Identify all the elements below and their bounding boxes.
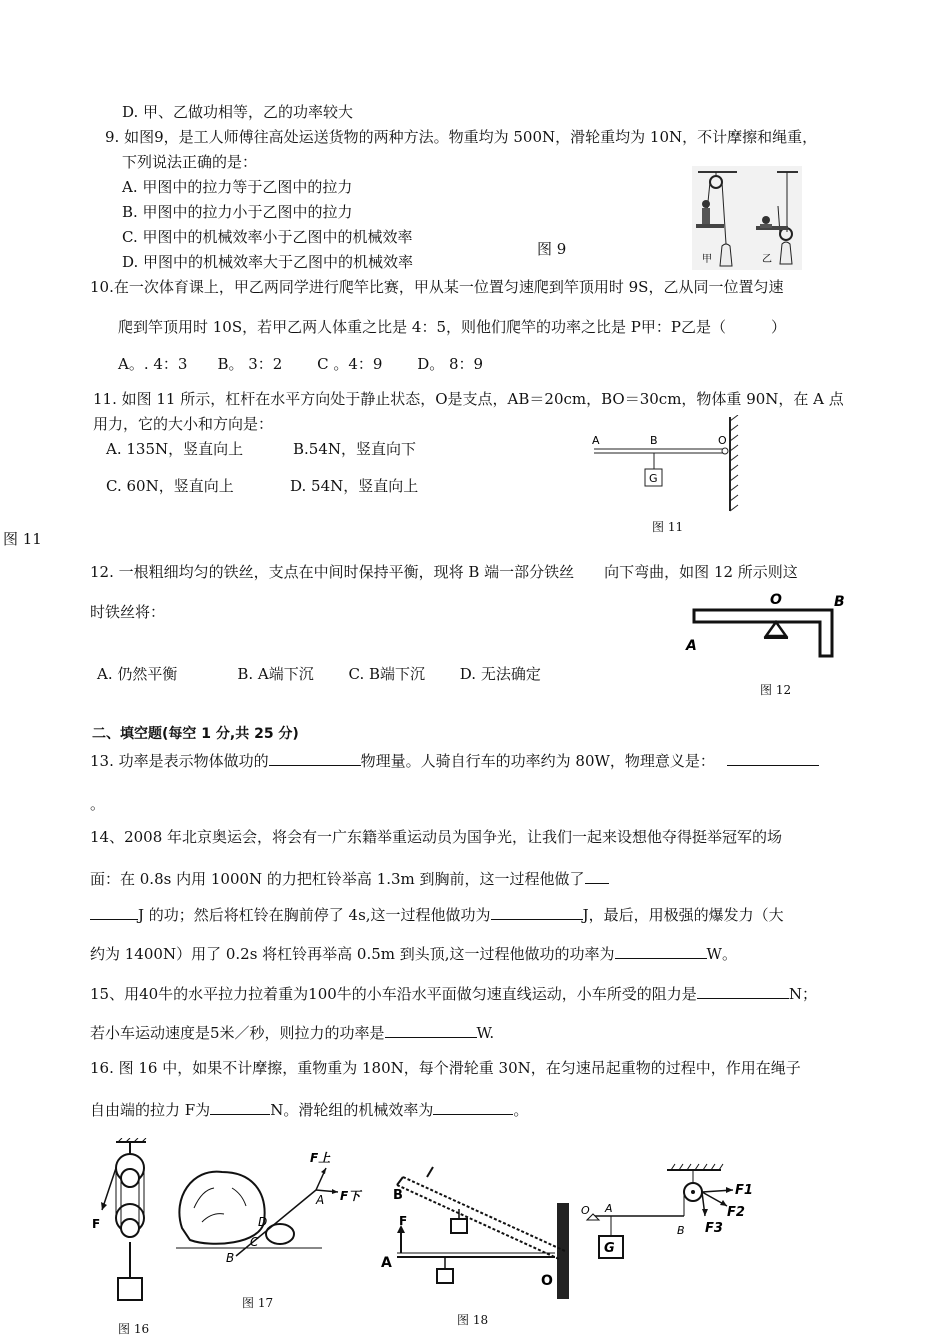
q11-stem-line1: 11. 如图 11 所示，杠杆在水平方向处于静止状态，O是支点，AB＝20cm，BO＝30cm，物体重 90N，在 A 点 <box>93 390 844 408</box>
q14-line4b: W。 <box>706 945 737 963</box>
figure-17-label-c: C <box>250 1235 259 1249</box>
figure-17-label-d: D <box>258 1215 268 1229</box>
figure-18-caption: 图 18 <box>457 1313 489 1327</box>
q9-option-c: C. 甲图中的机械效率小于乙图中的机械效率 <box>122 228 413 246</box>
figure-16-caption: 图 16 <box>118 1322 150 1336</box>
q9-option-d: D. 甲图中的机械效率大于乙图中的机械效率 <box>122 253 414 271</box>
q15-line1b: N； <box>788 985 817 1003</box>
q14-line2 <box>90 869 609 888</box>
figure-18-label-a: A <box>381 1255 392 1271</box>
figure-19-lever-pulley <box>575 1162 775 1282</box>
figure-11-lever <box>588 415 748 513</box>
q8-option-d: D. 甲、乙做功相等，乙的功率较大 <box>122 103 354 121</box>
q16-line2b: N。滑轮组的机械效率为 <box>270 1101 434 1119</box>
q14-blank-1a[interactable] <box>585 869 609 884</box>
q10-options: A。. 4：3 B。 3：2 C 。4：9 D。 8：9 <box>118 355 484 373</box>
section-2-title: 二、填空题(每空 1 分,共 25 分) <box>92 726 299 742</box>
q16-blank-2[interactable] <box>433 1100 513 1115</box>
figure-12-label-o: O <box>770 592 782 608</box>
q14-line1: 14、2008 年北京奥运会，将会有一广东籍举重运动员为国争光，让我们一起来设想他夺得挺举冠军的场 <box>90 828 783 846</box>
q13-stem: 13. 功率是表示物体做功的 <box>90 752 269 770</box>
q9-stem-line2: 下列说法正确的是： <box>122 153 258 171</box>
q11-stray-caption: 图 11 <box>3 530 42 548</box>
q16-line1: 16. 图 16 中，如果不计摩擦，重物重为 180N，每个滑轮重 30N，在匀速吊起重物的过程中，作用在绳子 <box>90 1059 801 1077</box>
q14-blank-2[interactable] <box>491 905 583 920</box>
q14-line3a: J 的功；然后将杠铃在胸前停了 4s,这一过程他做功为 <box>138 906 491 924</box>
q16-blank-1[interactable] <box>210 1100 270 1115</box>
figure-17-label-a: A <box>316 1193 325 1207</box>
q16-line2c: 。 <box>513 1101 529 1119</box>
q13-blank-1[interactable] <box>269 751 361 766</box>
q9-figure-caption: 图 9 <box>537 240 567 258</box>
q9-stem-line1: 9. 如图9，是工人师傅往高处运送货物的两种方法。物重均为 500N，滑轮重均为 10N，不计摩擦和绳重， <box>105 128 818 146</box>
q10-stem-line2: 爬到竿顶用时 10S，若甲乙两人体重之比是 4：5，则他们爬竿的功率之比是 P甲：P乙是（ ） <box>118 318 786 336</box>
figure-18-lever-wall <box>375 1163 575 1303</box>
q11-option-a: A. 135N，竖直向上 <box>106 440 244 458</box>
figure-9-label-jia: 甲 <box>702 254 712 265</box>
q11-figure-caption: 图 11 <box>652 520 684 534</box>
figure-19-label-a: A <box>605 1202 613 1215</box>
figure-19-label-f1: F1 <box>735 1183 753 1198</box>
q14-line4a: 约为 1400N）用了 0.2s 将杠铃再举高 0.5m 到头顶,这一过程他做功的功率为 <box>90 945 615 963</box>
q15-blank-2[interactable] <box>385 1023 477 1038</box>
figure-19-label-o: O <box>581 1204 590 1217</box>
figure-12-label-b: B <box>834 594 845 610</box>
q15-line1 <box>90 984 817 1003</box>
figure-17-label-b: B <box>226 1251 235 1265</box>
q11-option-d: D. 54N，竖直向上 <box>290 477 419 495</box>
figure-11-label-a: A <box>592 434 600 447</box>
q15-line2a: 若小车运动速度是5米／秒，则拉力的功率是 <box>90 1024 385 1042</box>
q12-stem-line1: 12. 一根粗细均匀的铁丝，支点在中间时保持平衡，现将 B 端一部分铁丝 向下弯曲，如图 12 所示则这 <box>90 563 798 581</box>
figure-19-label-f2: F2 <box>727 1205 745 1220</box>
figure-12-label-a: A <box>686 638 697 654</box>
q14-line4 <box>90 944 737 963</box>
q11-option-c: C. 60N，竖直向上 <box>106 477 234 495</box>
q9-option-b: B. 甲图中的拉力小于乙图中的拉力 <box>122 203 353 221</box>
q14-line3b: J，最后，用极强的爆发力（大 <box>582 906 784 924</box>
q16-line2 <box>90 1100 528 1119</box>
q15-line1a: 15、用40牛的水平拉力拉着重为100牛的小车沿水平面做匀速直线运动，小车所受的阻力是 <box>90 985 697 1003</box>
q16-line2a: 自由端的拉力 F为 <box>90 1101 211 1119</box>
figure-18-label-o: O <box>541 1273 553 1289</box>
q11-stem-line2: 用力，它的大小和方向是： <box>93 415 274 433</box>
q11-option-b: B.54N，竖直向下 <box>293 440 417 458</box>
q15-line2 <box>90 1023 494 1042</box>
q13-blank-2[interactable] <box>727 751 819 766</box>
q12-options: A. 仍然平衡 B. A端下沉 C. B端下沉 D. 无法确定 <box>97 665 541 683</box>
figure-17-label-f-down: F下 <box>340 1189 361 1203</box>
figure-11-label-o: O <box>718 434 727 447</box>
q14-line2-text: 面：在 0.8s 内用 1000N 的力把杠铃举高 1.3m 到胸前，这一过程他做了 <box>90 870 585 888</box>
figure-9-label-yi: 乙 <box>762 254 772 265</box>
q13-stem-b: 物理量。人骑自行车的功率约为 80W，物理意义是： <box>360 752 715 770</box>
q14-blank-3[interactable] <box>615 944 707 959</box>
q10-stem-line1: 10.在一次体育课上，甲乙两同学进行爬竿比赛，甲从某一位置匀速爬到竿顶用时 9S，乙从同一位置匀速 <box>90 278 784 296</box>
figure-17-rock-lever <box>172 1148 367 1266</box>
q12-figure-caption: 图 12 <box>760 683 792 697</box>
figure-19-label-f3: F3 <box>705 1221 723 1236</box>
q14-blank-1b[interactable] <box>90 905 138 920</box>
q15-line2b: W. <box>476 1024 495 1042</box>
q12-stem-line2: 时铁丝将： <box>90 603 166 621</box>
figure-18-label-f: F <box>399 1214 408 1228</box>
figure-17-label-f-up: F上 <box>310 1151 331 1165</box>
figure-18-label-b: B <box>393 1188 403 1203</box>
q15-blank-1[interactable] <box>697 984 789 999</box>
figure-9-pulley-image <box>692 166 802 270</box>
figure-19-label-g: G <box>604 1241 615 1256</box>
figure-17-caption: 图 17 <box>242 1296 274 1310</box>
figure-19-label-b: B <box>677 1224 685 1237</box>
figure-11-label-g: G <box>649 472 658 485</box>
figure-11-label-b: B <box>650 434 658 447</box>
q13-tail: 。 <box>90 795 106 813</box>
figure-16-pulley-block <box>90 1138 160 1308</box>
figure-16-label-f: F <box>92 1217 101 1231</box>
q13-line <box>90 751 819 770</box>
figure-12-bent-wire <box>680 588 855 668</box>
q14-line3 <box>90 905 784 924</box>
q9-option-a: A. 甲图中的拉力等于乙图中的拉力 <box>122 178 353 196</box>
